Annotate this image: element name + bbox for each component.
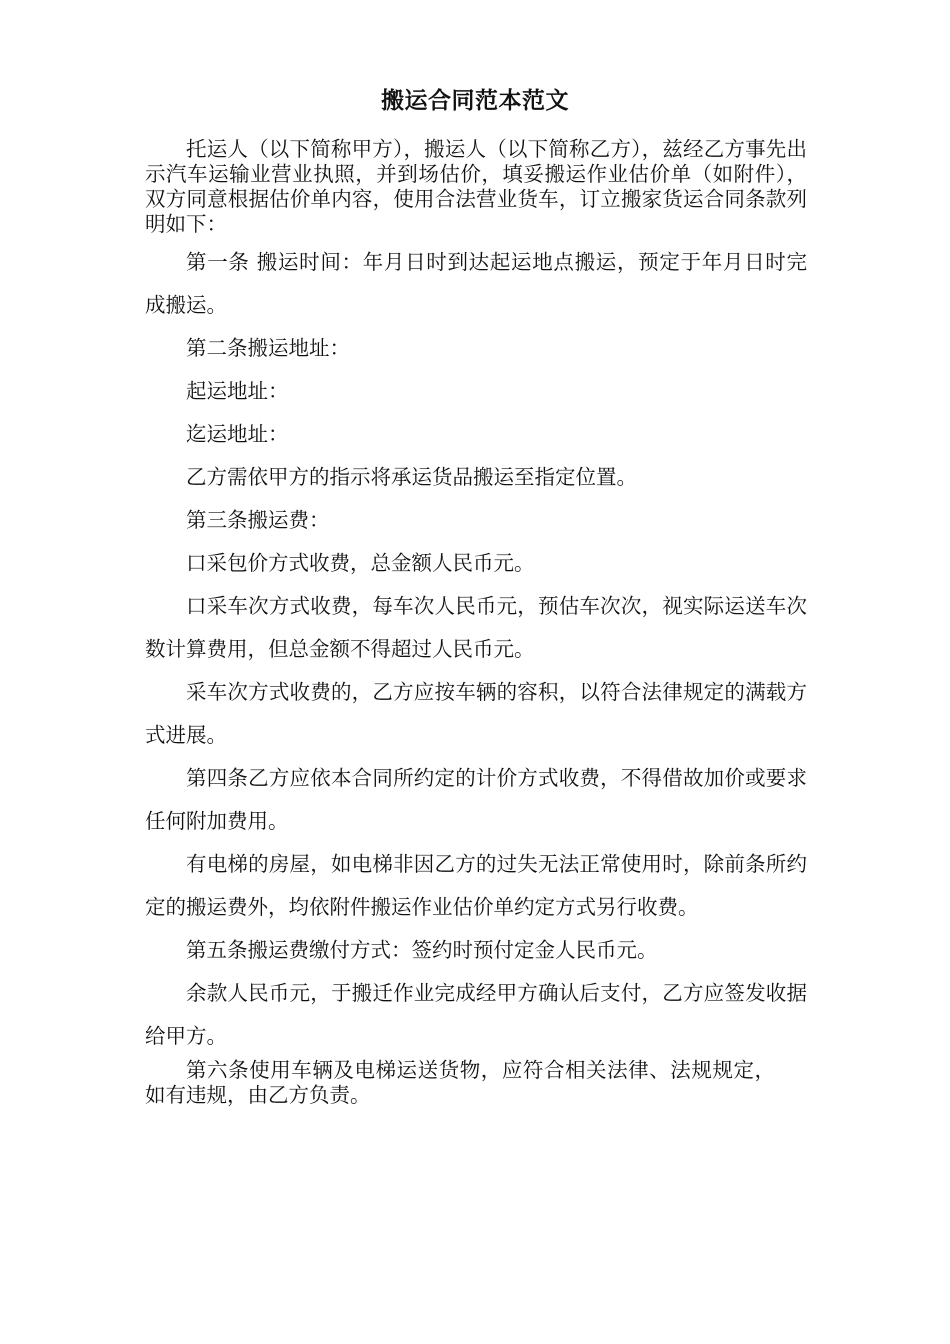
paragraph-per-trip-note: 采车次方式收费的，乙方应按车辆的容积，以符合法律规定的满载方式进展。 [145, 680, 807, 747]
paragraph-intro: 托运人（以下简称甲方），搬运人（以下简称乙方），兹经乙方事先出示汽车运输业营业执照，并到场估价，填妥搬运作业估价单（如附件），双方同意根据估价单内容，使用合法营业货车，订立搬家货运合同条款列明如下： [145, 137, 807, 236]
paragraph-article-5: 第五条搬运费缴付方式：签约时预付定金人民币元。 [186, 938, 658, 962]
document-body [145, 137, 807, 1108]
paragraph-balance: 余款人民币元，于搬迁作业完成经甲方确认后支付，乙方应签发收据给甲方。 [145, 981, 807, 1048]
paragraph-article-1: 第一条 搬运时间：年月日时到达起运地点搬运，预定于年月日时完成搬运。 [145, 250, 807, 317]
paragraph-article-4: 第四条乙方应依本合同所约定的计价方式收费，不得借故加价或要求任何附加费用。 [145, 766, 807, 833]
paragraph-origin-address: 起运地址： [186, 379, 289, 403]
paragraph-article-2: 第二条搬运地址： [186, 336, 350, 360]
paragraph-instruction: 乙方需依甲方的指示将承运货品搬运至指定位置。 [186, 465, 637, 489]
paragraph-elevator: 有电梯的房屋，如电梯非因乙方的过失无法正常使用时，除前条所约定的搬运费外，均依附件搬运作业估价单约定方式另行收费。 [145, 852, 807, 919]
paragraph-article-3: 第三条搬运费： [186, 508, 330, 532]
paragraph-article-6: 第六条使用车辆及电梯运送货物，应符合相关法律、法规规定，如有违规，由乙方负责。 [145, 1058, 775, 1107]
paragraph-lump-sum: 口采包价方式收费，总金额人民币元。 [186, 551, 535, 575]
paragraph-per-trip: 口采车次方式收费，每车次人民币元，预估车次次，视实际运送车次数计算费用，但总金额不得超过人民币元。 [145, 594, 807, 661]
document-title: 搬运合同范本范文 [381, 87, 569, 114]
paragraph-destination-address: 迄运地址： [186, 422, 289, 446]
